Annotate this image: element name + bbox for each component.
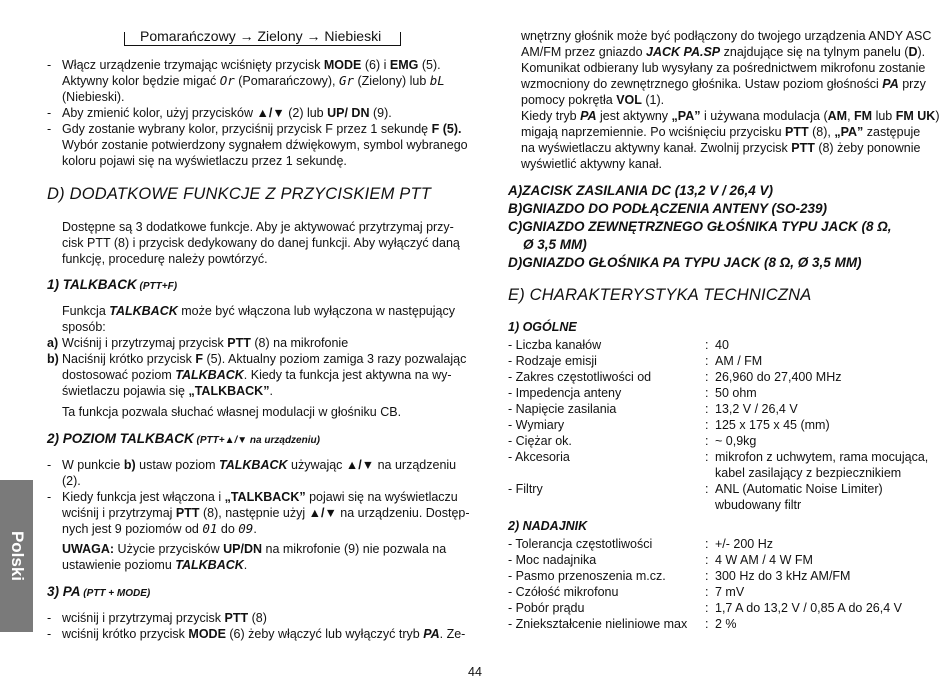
flow-green: Zielony xyxy=(257,28,303,44)
spec-value: 125 x 175 x 45 (mm) xyxy=(715,418,830,432)
general-spec-row xyxy=(508,497,943,513)
connector-d: D)GNIAZDO GŁOŚNIKA PA TYPU JACK (8 Ω, Ø 3,5 MM) xyxy=(508,255,862,270)
spec-label: - Impedencja anteny xyxy=(508,386,622,400)
spec-colon: : xyxy=(705,354,709,368)
spec-colon: : xyxy=(705,402,709,416)
lcd-or-icon: Or xyxy=(219,73,235,88)
spec-label: - Napięcie zasilania xyxy=(508,402,617,416)
lcd-gr-icon: Gr xyxy=(338,73,355,88)
transmitter-spec-row xyxy=(508,616,943,632)
spec-label: - Filtry xyxy=(508,482,543,496)
general-spec-row xyxy=(508,369,943,385)
flow-orange: Pomarańczowy xyxy=(140,28,236,44)
transmitter-spec-row xyxy=(508,584,943,600)
general-spec-row xyxy=(508,353,943,369)
spec-value: mikrofon z uchwytem, rama mocująca, xyxy=(715,450,929,464)
general-spec-row xyxy=(508,417,943,433)
spec-colon: : xyxy=(705,553,709,567)
spec-colon: : xyxy=(705,418,709,432)
general-spec-row xyxy=(508,433,943,449)
pa-step-2: wciśnij krótko przycisk MODE (6) żeby włączyć lub wyłączyć tryb PA. Ze- xyxy=(62,627,466,641)
general-heading: 1) OGÓLNE xyxy=(508,320,577,334)
transmitter-spec-row xyxy=(508,600,943,616)
spec-label: - Akcesoria xyxy=(508,450,570,464)
spec-label: - Liczba kanałów xyxy=(508,338,602,352)
connector-b: B)GNIAZDO DO PODŁĄCZENIA ANTENY (SO-239) xyxy=(508,201,828,216)
bullet-confirm-color: Gdy zostanie wybrany kolor, przyciśnij przycisk F przez 1 sekundę F (5). Wybór zostanie potwierdzony sygnałem dźwiękowym, symbol wybranego koloru pojawi się na wyświetlaczu przez 1 sekundę. xyxy=(62,122,468,168)
bullet-change-color: Aby zmienić kolor, użyj przycisków ▲/▼ (2) lub UP/ DN (9). xyxy=(62,106,392,120)
spec-value: +/- 200 Hz xyxy=(715,537,774,551)
level-step-1: W punkcie b) ustaw poziom TALKBACK używając ▲/▼ na urządzeniu (2). xyxy=(62,458,457,488)
connectors-list xyxy=(508,182,943,272)
spec-label: - Zakres częstotliwości od xyxy=(508,370,652,384)
transmitter-heading: 2) NADAJNIK xyxy=(508,519,588,533)
flow-blue: Niebieski xyxy=(324,28,382,44)
general-spec-row xyxy=(508,449,943,465)
talkback-note: Ta funkcja pozwala słuchać własnej modulacji w głośniku CB. xyxy=(62,405,402,419)
spec-value: 1,7 A do 13,2 V / 0,85 A do 26,4 V xyxy=(715,601,902,615)
spec-label: - Pobór prądu xyxy=(508,601,585,615)
spec-label: - Ciężar ok. xyxy=(508,434,572,448)
pa-step-1: wciśnij i przytrzymaj przycisk PTT (8) xyxy=(62,611,267,625)
spec-label: - Moc nadajnika xyxy=(508,553,597,567)
bullet-power-on: Włącz urządzenie trzymając wciśnięty przycisk MODE (6) i EMG (5). Aktywny kolor będzie migać Or (Pomarańczowy), Gr (Zielony) lub bL (Niebieski). xyxy=(62,58,445,104)
transmitter-spec-row xyxy=(508,552,943,568)
section-d-title: D) DODATKOWE FUNKCJE Z PRZYCISKIEM PTT xyxy=(47,185,432,203)
spec-value: kabel zasilający z bezpiecznikiem xyxy=(715,466,902,480)
spec-colon: : xyxy=(705,482,709,496)
transmitter-spec-row xyxy=(508,568,943,584)
spec-label: - Zniekształcenie nieliniowe max xyxy=(508,617,688,631)
spec-colon: : xyxy=(705,370,709,384)
transmitter-spec-table xyxy=(508,536,943,636)
spec-value: 4 W AM / 4 W FM xyxy=(715,553,813,567)
spec-label: - Czółość mikrofonu xyxy=(508,585,619,599)
pa-continuation: wnętrzny głośnik może być podłączony do twojego urządzenia ANDY ASC AM/FM przez gniazdo JACK PA.SP znajdujące się na tylnym panelu (D). Komunikat odbierany lub wysyłany za pośrednictwem mikrofonu zostanie wzmocniony do zewnętrznego głośnika. Ustaw poziom głośności PA przy pomocy pokrętła VOL (1). Kiedy tryb PA jest aktywny „PA” i używana modulacja (AM, FM lub FM UK) migają naprzemiennie. Po wciśnięciu przycisku PTT (8), „PA” zastępuje na wyświetlaczu aktywny kanał. Zwolnij przycisk PTT (8) żeby ponownie wyświetlić aktywny kanał. xyxy=(521,29,940,171)
talkback-level-heading: 2) POZIOM TALKBACK (PTT+▲/▼ na urządzeniu) xyxy=(47,431,320,446)
spec-value: 13,2 V / 26,4 V xyxy=(715,402,798,416)
general-spec-table xyxy=(508,337,943,517)
language-tab xyxy=(0,480,33,632)
spec-label: - Tolerancja częstotliwości xyxy=(508,537,653,551)
spec-value: 300 Hz do 3 kHz AM/FM xyxy=(715,569,851,583)
general-spec-row xyxy=(508,465,943,481)
general-spec-row xyxy=(508,481,943,497)
spec-colon: : xyxy=(705,386,709,400)
up-down-arrows-icon: ▲/▼ xyxy=(308,506,337,520)
up-down-arrows-icon: ▲/▼ xyxy=(256,106,285,120)
connector-c: C)GNIAZDO ZEWNĘTRZNEGO GŁOŚNIKA TYPU JACK (8 Ω, xyxy=(508,219,892,234)
connector-a: A)ZACISK ZASILANIA DC (13,2 V / 26,4 V) xyxy=(508,183,774,198)
spec-value: 50 ohm xyxy=(715,386,757,400)
talkback-intro: Funkcja TALKBACK może być włączona lub wyłączona w następujący sposób: xyxy=(62,304,455,334)
up-down-arrows-icon: ▲/▼ xyxy=(345,458,375,472)
talkback-step-a: Wciśnij i przytrzymaj przycisk PTT (8) na mikrofonie xyxy=(62,336,349,350)
talkback-step-b: Naciśnij krótko przycisk F (5). Aktualny poziom zamiga 3 razy pozwalając dostosować poziom TALKBACK. Kiedy ta funkcja jest aktywna na wy- świetlaczu pojawia się „TALKBACK”. xyxy=(62,352,467,398)
level-step-2: Kiedy funkcja jest włączona i „TALKBACK” pojawi się na wyświetlaczu wciśnij i przytrzymaj PTT (8), następnie użyj ▲/▼ na urządzeniu. Dostęp- nych jest 9 poziomów od 01 do 09. xyxy=(62,490,470,536)
spec-colon: : xyxy=(705,338,709,352)
lcd-bl-icon: bL xyxy=(429,73,445,88)
spec-value: AM / FM xyxy=(715,354,763,368)
spec-value: ANL (Automatic Noise Limiter) xyxy=(715,482,883,496)
spec-colon: : xyxy=(705,450,709,464)
lcd-01-icon: 01 xyxy=(202,521,218,536)
spec-label: - Pasmo przenoszenia m.cz. xyxy=(508,569,666,583)
arrow-right-icon: → xyxy=(306,28,321,44)
spec-colon: : xyxy=(705,537,709,551)
spec-value: 26,960 do 27,400 MHz xyxy=(715,370,842,384)
spec-colon: : xyxy=(705,601,709,615)
spec-value: 7 mV xyxy=(715,585,745,599)
talkback-heading: 1) TALKBACK (PTT+F) xyxy=(47,277,178,292)
warning-note: UWAGA: Użycie przycisków UP/DN na mikrofonie (9) nie pozwala na ustawienie poziomu TALKBACK. xyxy=(62,542,447,572)
spec-label: - Wymiary xyxy=(508,418,565,432)
general-spec-row xyxy=(508,401,943,417)
lcd-09-icon: 09 xyxy=(238,521,254,536)
arrow-right-icon: → xyxy=(239,28,254,44)
intro-paragraph: Dostępne są 3 dodatkowe funkcje. Aby je aktywować przytrzymaj przy- cisk PTT (8) i przycisk dedykowany do danej funkcji. Aby wyłączyć daną funkcję, procedurę należy powtórzyć. xyxy=(62,220,460,266)
color-sequence xyxy=(128,28,382,44)
page-number: 44 xyxy=(468,665,482,679)
pa-heading: 3) PA (PTT + MODE) xyxy=(47,584,151,599)
spec-colon: : xyxy=(705,434,709,448)
transmitter-spec-row xyxy=(508,536,943,552)
spec-label: - Rodzaje emisji xyxy=(508,354,597,368)
spec-value: ~ 0,9kg xyxy=(715,434,757,448)
spec-colon: : xyxy=(705,617,709,631)
general-spec-row xyxy=(508,385,943,401)
general-spec-row xyxy=(508,337,943,353)
spec-value: wbudowany filtr xyxy=(715,498,802,512)
spec-colon: : xyxy=(705,585,709,599)
spec-value: 2 % xyxy=(715,617,737,631)
spec-colon: : xyxy=(705,569,709,583)
connector-c-cont: Ø 3,5 MM) xyxy=(523,237,587,252)
language-label: Polski xyxy=(7,530,27,582)
section-e-title: E) CHARAKTERYSTYKA TECHNICZNA xyxy=(508,286,812,304)
spec-value: 40 xyxy=(715,338,729,352)
